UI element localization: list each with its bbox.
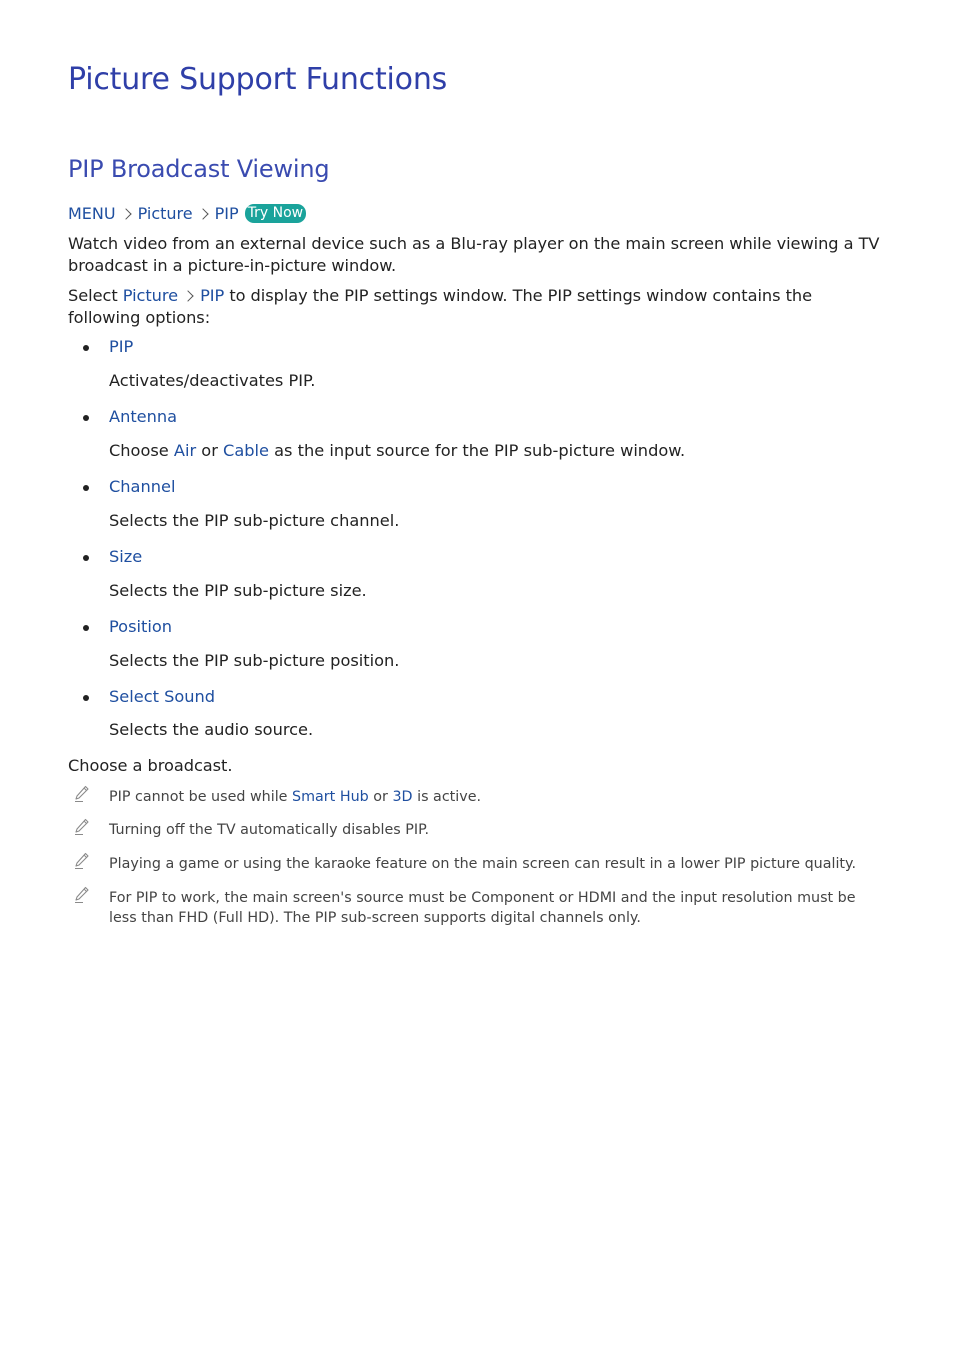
text-segment: is active. bbox=[412, 789, 482, 805]
option-label: Size bbox=[109, 547, 143, 566]
select-suffix: to display the PIP settings window. The PIP settings window contains the following options: bbox=[68, 286, 812, 327]
try-now-button[interactable]: Try Now bbox=[245, 204, 306, 223]
note-text: For PIP to work, the main screen's source must be Component or HDMI and the input resolution must be less than FHD (Full HD). The PIP sub-screen supports digital channels only. bbox=[109, 890, 856, 926]
list-item bbox=[68, 686, 878, 756]
note-text: Turning off the TV automatically disables PIP. bbox=[109, 822, 430, 838]
text-segment: Choose bbox=[109, 441, 174, 460]
bullet-dot bbox=[83, 695, 89, 701]
list-item bbox=[68, 616, 878, 686]
option-description: Selects the PIP sub-picture size. bbox=[109, 581, 367, 600]
option-description bbox=[109, 440, 685, 462]
pencil-icon bbox=[74, 818, 90, 836]
text-segment: or bbox=[196, 441, 224, 460]
select-prefix: Select bbox=[68, 286, 123, 305]
select-paragraph bbox=[68, 285, 880, 329]
option-label: PIP bbox=[109, 337, 134, 356]
select-keyword-pip: PIP bbox=[200, 286, 225, 305]
section-title: PIP Broadcast Viewing bbox=[68, 155, 330, 183]
list-item bbox=[68, 406, 878, 476]
choose-broadcast-text: Choose a broadcast. bbox=[68, 756, 233, 775]
menu-path bbox=[68, 204, 306, 223]
list-item bbox=[68, 546, 878, 616]
bullet-dot bbox=[83, 625, 89, 631]
option-description: Activates/deactivates PIP. bbox=[109, 371, 316, 390]
text-segment: PIP cannot be used while bbox=[109, 789, 293, 805]
menu-path-item-menu[interactable]: MENU bbox=[68, 204, 116, 223]
chevron-right-icon bbox=[197, 208, 208, 219]
bullet-dot bbox=[83, 415, 89, 421]
option-label: Antenna bbox=[109, 407, 178, 426]
pencil-icon bbox=[74, 852, 90, 870]
keyword-cable: Cable bbox=[223, 441, 269, 460]
option-description: Selects the PIP sub-picture channel. bbox=[109, 511, 400, 530]
bullet-dot bbox=[83, 485, 89, 491]
menu-path-item-picture[interactable]: Picture bbox=[137, 204, 193, 223]
page-title: Picture Support Functions bbox=[68, 62, 448, 97]
bullet-dot bbox=[83, 345, 89, 351]
bullet-dot bbox=[83, 555, 89, 561]
pencil-icon bbox=[74, 785, 90, 803]
chevron-right-icon bbox=[120, 208, 131, 219]
keyword-3d: 3D bbox=[392, 789, 413, 805]
options-list bbox=[68, 336, 878, 756]
keyword-smart-hub: Smart Hub bbox=[292, 789, 369, 805]
list-item bbox=[68, 336, 878, 406]
intro-paragraph: Watch video from an external device such as a Blu-ray player on the main screen while viewing a TV broadcast in a picture-in-picture window. bbox=[68, 234, 880, 275]
option-description: Selects the audio source. bbox=[109, 720, 314, 739]
option-description: Selects the PIP sub-picture position. bbox=[109, 651, 400, 670]
option-label: Select Sound bbox=[109, 687, 216, 706]
pencil-icon bbox=[74, 886, 90, 904]
note-text: Playing a game or using the karaoke feature on the main screen can result in a lower PIP picture quality. bbox=[109, 856, 856, 872]
list-item bbox=[68, 476, 878, 546]
keyword-air: Air bbox=[173, 441, 197, 460]
text-segment: as the input source for the PIP sub-picture window. bbox=[268, 441, 686, 460]
menu-path-item-pip[interactable]: PIP bbox=[214, 204, 239, 223]
text-segment: or bbox=[368, 789, 393, 805]
chevron-right-icon bbox=[182, 290, 193, 301]
option-label: Channel bbox=[109, 477, 176, 496]
select-keyword-picture: Picture bbox=[122, 286, 179, 305]
note-text bbox=[109, 787, 869, 807]
option-label: Position bbox=[109, 617, 173, 636]
